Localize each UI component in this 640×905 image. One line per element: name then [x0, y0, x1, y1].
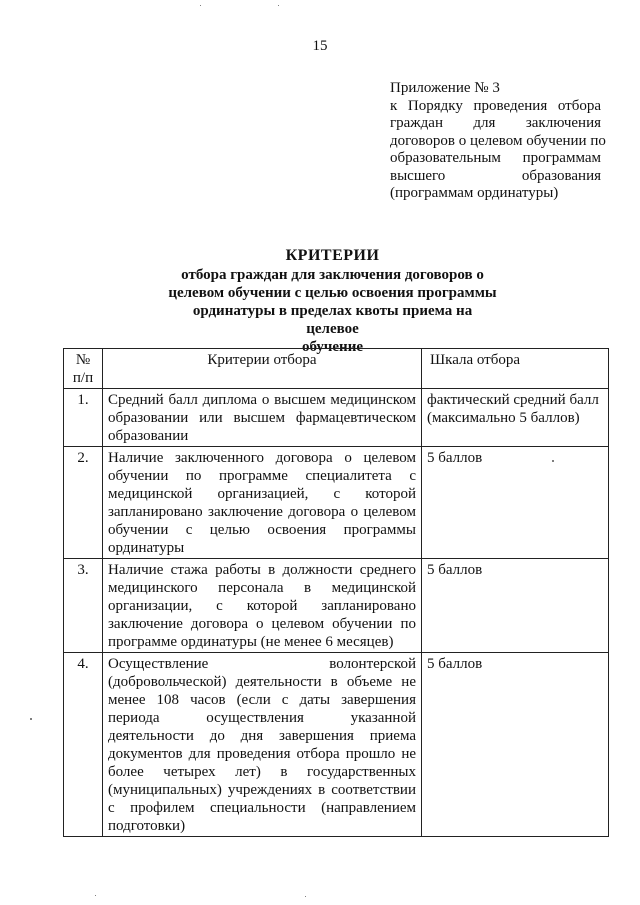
row-criterion: Осуществление волонтерской (добровольческой) деятельности в объеме не менее 108 часов (если с даты завершения периода осуществления указанной деятельности до дня завершения приема документов для проведения отбора прошло не более четырех лет) в государственных (муниципальных) учреждениях в соответствии с профилем специальности (направлением подготовки) — [103, 653, 422, 837]
appendix-line: Приложение № 3 — [390, 80, 500, 96]
appendix-line: к Порядку проведения отбора — [390, 97, 601, 114]
title-line: обучение — [302, 339, 363, 355]
row-scale: 5 баллов — [422, 559, 609, 653]
table-row — [64, 653, 609, 837]
criteria-table — [63, 348, 609, 837]
title-heading: КРИТЕРИИ — [285, 247, 380, 264]
row-scale: фактический средний балл (максимально 5 баллов) — [422, 389, 609, 447]
row-criterion: Наличие стажа работы в должности среднего медицинского персонала в медицинской организации, с которой запланировано заключение договора о целевом обучении по программе ординатуры (не менее 6 месяцев) — [103, 559, 422, 653]
document-title — [165, 247, 500, 356]
row-criterion: Наличие заключенного договора о целевом обучении по программе специалитета с медицинской организацией, с которой запланировано заключение договора о целевом обучении с целью освоения программы ординатуры — [103, 447, 422, 559]
table-row — [64, 559, 609, 653]
table-row — [64, 389, 609, 447]
scan-speck — [552, 460, 554, 462]
row-number: 1. — [64, 389, 103, 447]
table-row — [64, 447, 609, 559]
header-scale: Шкала отбора — [422, 349, 609, 389]
title-line: отбора граждан для заключения договоров о — [181, 267, 484, 283]
header-criteria: Критерии отбора — [103, 349, 422, 389]
row-number: 4. — [64, 653, 103, 837]
table-header-row — [64, 349, 609, 389]
row-criterion: Средний балл диплома о высшем медицинском образовании или высшем фармацевтическом образовании — [103, 389, 422, 447]
appendix-note — [390, 80, 606, 203]
appendix-line: (программам ординатуры) — [390, 185, 559, 201]
page-number: 15 — [312, 38, 328, 54]
scan-speck — [30, 718, 32, 720]
row-number: 2. — [64, 447, 103, 559]
title-line: ординатуры в пределах квоты приема на целевое — [192, 303, 473, 337]
appendix-line: граждан для заключения — [390, 115, 601, 131]
header-number: № п/п — [64, 349, 103, 389]
scan-speck — [305, 896, 306, 897]
row-number: 3. — [64, 559, 103, 653]
title-line: целевом обучении с целью освоения программы — [168, 285, 497, 301]
scan-speck — [95, 895, 96, 896]
scan-speck — [200, 5, 201, 6]
row-scale: 5 баллов — [422, 653, 609, 837]
appendix-line: высшего образования — [390, 167, 601, 184]
row-scale: 5 баллов — [422, 447, 609, 559]
appendix-line: образовательным программам — [390, 150, 601, 166]
scan-speck — [278, 5, 279, 6]
appendix-line: договоров о целевом обучении по — [390, 132, 606, 149]
